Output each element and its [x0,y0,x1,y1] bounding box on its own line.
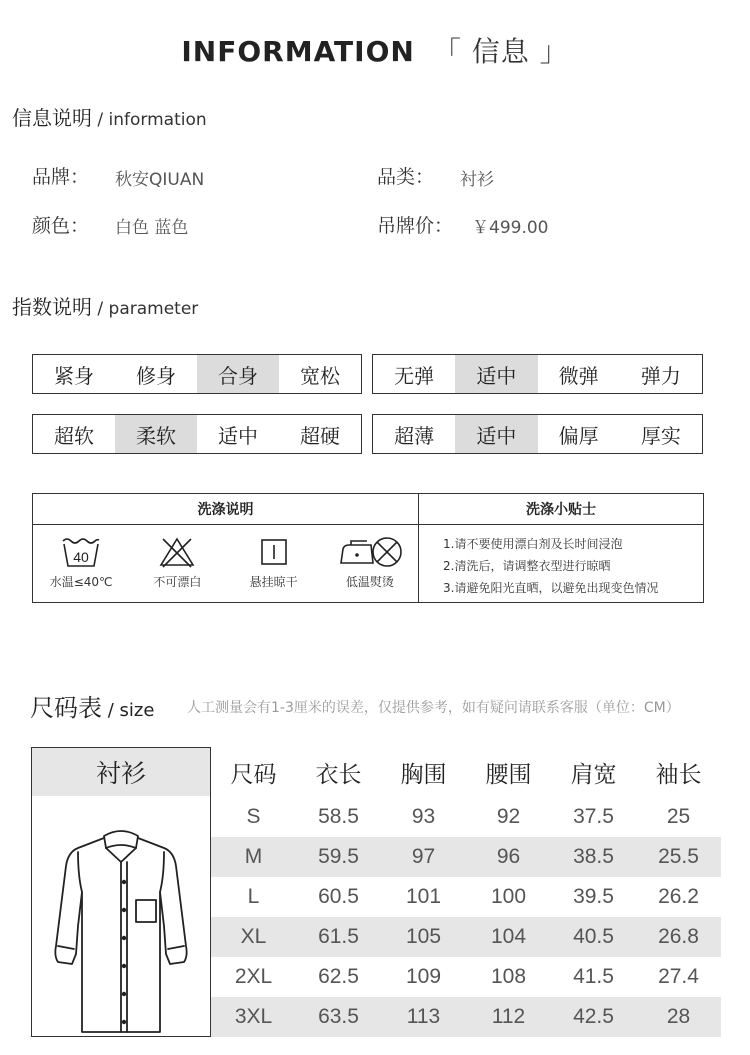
table-cell: 40.5 [573,925,614,948]
thickness-option: 超薄 [394,423,435,448]
wash-caption: 不可漂白 [153,575,202,589]
info-heading-text: 信息说明 [12,106,92,130]
wash-item-iron [325,535,415,590]
size-table-header [211,747,721,797]
size-heading-text: 尺码表 [30,694,102,722]
elasticity-option: 弹力 [640,363,681,388]
size-note: 人工测量会有1-3厘米的误差，仅提供参考，如有疑问请联系客服（单位：CM） [187,700,680,716]
wash-item-bleach [132,535,222,590]
wash-tip: 1.请不要使用漂白剂及长时间浸泡 [443,537,623,551]
table-cell: 113 [406,1005,441,1028]
param-heading-text: 指数说明 [12,295,92,319]
wash-tips-title: 洗涤小贴士 [419,494,703,525]
table-cell: 39.5 [573,885,614,908]
column-header: 胸围 [400,761,447,788]
wash-instructions-title: 洗涤说明 [33,494,418,525]
garment-image-box [31,747,211,1037]
brand-value: 秋安QIUAN [115,170,205,190]
table-cell: 25 [666,805,691,828]
fit-scale [32,354,362,394]
table-cell: 58.5 [318,805,359,828]
elasticity-scale [372,354,703,394]
thickness-scale [372,414,703,454]
wash-tip: 2.清洗后，请调整衣型进行晾晒 [443,559,611,573]
table-cell: 104 [490,925,527,948]
table-cell: 25.5 [658,845,699,868]
table-cell: S [246,805,261,828]
table-cell: 112 [491,1005,526,1028]
title-chinese: 「 信息 」 [432,35,569,68]
size-table-body [211,797,721,1037]
table-cell: 59.5 [318,845,359,868]
softness-option: 适中 [218,423,258,448]
shirt-icon [32,796,210,1036]
table-cell: 97 [411,845,436,868]
no-bleach-icon [157,535,197,569]
color-label: 颜色： [32,215,90,237]
softness-option: 超硬 [300,423,340,448]
param-heading [12,291,198,320]
info-heading-sub: / information [92,110,207,130]
table-cell: 26.8 [658,925,699,948]
table-cell: 92 [496,805,521,828]
category-value: 衬衫 [460,170,494,190]
table-cell: M [244,845,263,868]
table-cell: 100 [490,885,527,908]
table-cell: 62.5 [318,965,359,988]
column-header: 衣长 [315,761,362,788]
table-row [211,837,721,877]
table-cell: 38.5 [573,845,614,868]
table-cell: 101 [405,885,442,908]
fit-option: 合身 [197,355,279,393]
table-cell: 3XL [234,1005,273,1028]
softness-option: 超软 [54,423,94,448]
wash-temp-text: 40 [73,549,89,565]
fit-option: 紧身 [54,363,94,388]
color-value: 白色 蓝色 [115,218,189,238]
wash-item-dry [229,535,319,590]
wash-tips [419,494,703,602]
fit-option: 宽松 [300,363,340,388]
column-header: 尺码 [230,761,277,788]
softness-scale [32,414,362,454]
table-cell: 63.5 [318,1005,359,1028]
param-heading-sub: / parameter [92,299,199,319]
table-cell: 93 [411,805,436,828]
thickness-option: 偏厚 [558,423,599,448]
table-cell: 37.5 [573,805,614,828]
table-row [211,877,721,917]
wash-item-temp [36,535,126,590]
table-cell: 96 [496,845,521,868]
price-value: ￥499.00 [472,218,549,238]
wash-instructions [33,494,419,602]
size-heading-sub: / size [102,700,155,721]
info-heading [12,102,207,131]
table-row [211,957,721,997]
table-cell: 2XL [234,965,273,988]
column-header: 肩宽 [570,761,617,788]
thickness-option: 适中 [455,415,537,453]
size-heading [30,688,154,723]
elasticity-option: 无弹 [394,363,435,388]
table-cell: L [247,885,260,908]
table-cell: XL [240,925,267,948]
wash-caption: 水温≤40℃ [49,575,113,589]
table-cell: 27.4 [658,965,699,988]
table-cell: 61.5 [318,925,359,948]
table-cell: 42.5 [573,1005,614,1028]
elasticity-option: 适中 [455,355,537,393]
iron-icon [337,535,403,569]
wash-tip: 3.请避免阳光直晒，以避免出现变色情况 [443,581,659,595]
column-header: 袖长 [655,761,702,788]
column-header: 腰围 [485,761,532,788]
garment-label: 衬衫 [32,748,210,796]
table-row [211,997,721,1037]
table-row [211,797,721,837]
table-cell: 109 [405,965,442,988]
fit-option: 修身 [136,363,176,388]
price-label: 吊牌价： [377,215,454,237]
table-cell: 41.5 [573,965,614,988]
category-label: 品类： [377,166,435,188]
title-english: INFORMATION [181,35,415,68]
hang-dry-icon [254,535,294,569]
table-cell: 26.2 [658,885,699,908]
page-title [0,30,750,70]
brand-label: 品牌： [32,166,90,188]
table-cell: 60.5 [318,885,359,908]
table-row [211,917,721,957]
table-cell: 108 [490,965,527,988]
table-cell: 28 [666,1005,691,1028]
table-cell: 105 [405,925,442,948]
wash-caption: 低温熨烫 [345,575,394,589]
wash-tub-icon [61,535,101,569]
elasticity-option: 微弹 [558,363,599,388]
thickness-option: 厚实 [640,423,681,448]
wash-caption: 悬挂晾干 [249,575,298,589]
size-table [211,747,721,1037]
wash-table [32,493,704,603]
softness-option: 柔软 [115,415,197,453]
